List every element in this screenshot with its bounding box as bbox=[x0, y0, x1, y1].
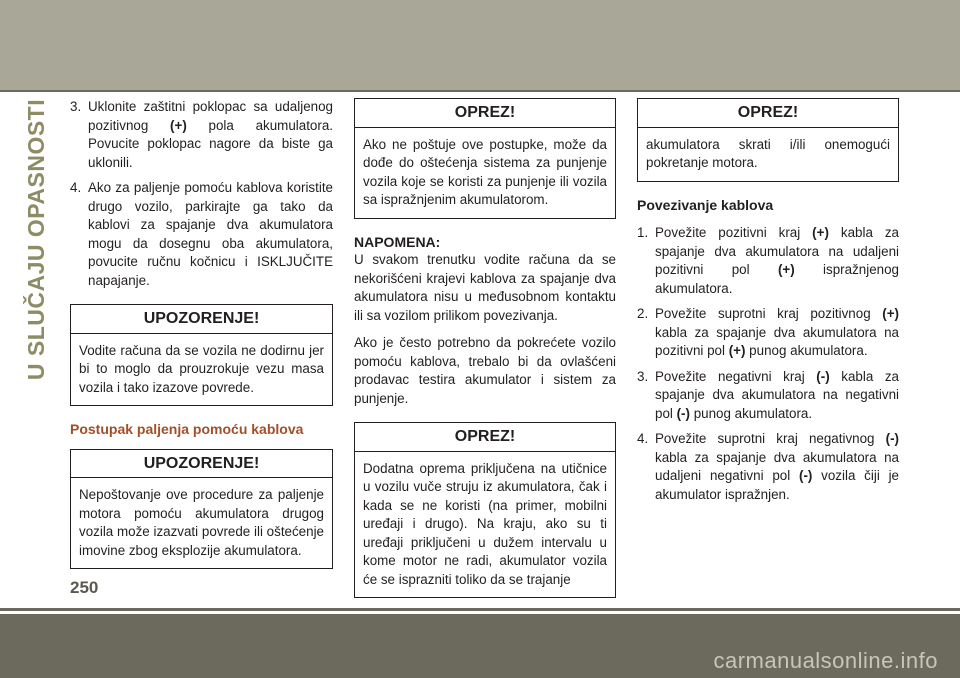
text-run: kabla za spajanje dva akumulatora na udaljeni negativni pol bbox=[655, 449, 899, 483]
header-band bbox=[0, 0, 960, 90]
text-run: ispražnjenog akumulatora. bbox=[655, 262, 899, 296]
polarity-sign: (-) bbox=[798, 468, 813, 483]
item-text bbox=[655, 430, 899, 504]
item-number: 3. bbox=[70, 99, 82, 114]
warning-title: UPOZORENJE! bbox=[71, 450, 332, 479]
polarity-sign: (+) bbox=[728, 343, 746, 358]
list-item bbox=[70, 98, 333, 172]
watermark: carmanualsonline.info bbox=[713, 648, 938, 673]
caution-text: akumulatora skrati i/ili onemogući pokretanje motora. bbox=[646, 136, 890, 170]
paragraph: Ako je često potrebno da pokrećete vozilo pomoću kablova, trebalo bi da ovlašćeni prodavac testira akumulator i sistem za punjenje. bbox=[354, 335, 616, 406]
list-item bbox=[637, 305, 899, 361]
text-run: pola akumulatora. Povucite poklopac nagore da biste ga uklonili. bbox=[88, 117, 333, 170]
section-heading: Postupak paljenja pomoću kablova bbox=[70, 421, 304, 437]
item-text: Ako za paljenje pomoću kablova koristite drugo vozilo, parkirajte ga tako da kablovi za spajanje dva akumulatora mogu da dosegnu oba akumulatora, povucite ručnu kočnicu i ISKLJUČITE napajanje. bbox=[88, 180, 333, 288]
list-item bbox=[637, 368, 899, 424]
item-number: 1. bbox=[637, 225, 649, 240]
text-run: Povežite suprotni kraj negativnog bbox=[655, 431, 886, 446]
warning-title: UPOZORENJE! bbox=[71, 305, 332, 334]
item-number: 4. bbox=[637, 431, 649, 446]
polarity-sign: (+) bbox=[812, 225, 829, 240]
section-heading: Povezivanje kablova bbox=[637, 196, 774, 213]
polarity-sign: (-) bbox=[816, 368, 830, 384]
warning-box bbox=[70, 304, 333, 406]
warning-text: Nepoštovanje ove procedure za paljenje motora pomoću akumulatora drugog vozila može izazvati povrede ili oštećenje imovine zbog eksplozije akumulatora. bbox=[79, 487, 324, 558]
list-item bbox=[70, 179, 333, 290]
page-number: 250 bbox=[70, 578, 99, 597]
text-run: kabla za spajanje dva akumulatora na udaljeni pozitivni pol bbox=[655, 225, 899, 277]
item-number: 2. bbox=[637, 306, 649, 321]
caution-text: Ako ne poštuje ove postupke, može da dođe do oštećenja sistema za punjenje vozila koje se koristi za punjenje ili vozila sa ispražnjenim akumulatorom. bbox=[363, 136, 607, 207]
list-item bbox=[637, 224, 899, 298]
item-number: 4. bbox=[70, 180, 82, 195]
text-run: punog akumulatora. bbox=[745, 343, 868, 358]
polarity-sign: (+) bbox=[170, 117, 187, 133]
section-title: U SLUČAJU OPASNOSTI bbox=[23, 98, 50, 380]
item-number: 3. bbox=[637, 368, 649, 384]
caution-box bbox=[354, 422, 616, 598]
text-run: Uklonite zaštitni poklopac sa udaljenog pozitivnog bbox=[88, 99, 333, 133]
text-run: Povežite suprotni kraj pozitivnog bbox=[655, 306, 883, 321]
caution-text: Dodatna oprema priključena na utičnice u vozilu vuče struju iz akumulatora, čak i kada se ne koristi (na primer, mobilni uređaji i drugo). Na kraju, ako su ti uređaji priključeni u dužem intervalu u kome motor ne radi, akumulator vozila će se isprazniti toliko da se trajanje bbox=[363, 460, 607, 587]
caution-box bbox=[637, 98, 899, 182]
text-run: kabla za spajanje dva akumulatora na pozitivni pol bbox=[655, 324, 899, 358]
text-run: Povežite negativni kraj bbox=[655, 368, 817, 384]
polarity-sign: (-) bbox=[885, 431, 899, 446]
caution-title: OPREZ! bbox=[355, 99, 615, 128]
list-item bbox=[637, 430, 899, 504]
column-2 bbox=[354, 98, 616, 612]
item-text bbox=[88, 98, 333, 172]
caution-title: OPREZ! bbox=[355, 423, 615, 452]
item-text bbox=[655, 305, 899, 361]
text-run: Povežite pozitivni kraj bbox=[655, 225, 813, 240]
polarity-sign: (+) bbox=[882, 306, 899, 321]
caution-box bbox=[354, 98, 616, 219]
note-text: U svakom trenutku vodite računa da se nekorišćeni krajevi kablova za spajanje dva akumulatora nisu u međusobnom kontaktu ili sa vozilom prilikom povezivanja. bbox=[354, 252, 616, 323]
polarity-sign: (-) bbox=[676, 405, 690, 421]
column-3 bbox=[637, 98, 899, 511]
warning-box bbox=[70, 449, 333, 570]
item-text bbox=[655, 368, 899, 424]
text-run: vozila čiji je akumulator ispražnjen. bbox=[655, 468, 899, 502]
warning-text: Vodite računa da se vozila ne dodirnu jer bi to moglo da prouzrokuje vezu masa vozila i tako izazove povrede. bbox=[79, 342, 324, 395]
item-text bbox=[655, 224, 899, 298]
header-rule bbox=[0, 90, 960, 92]
note-label: NAPOMENA: bbox=[354, 233, 441, 250]
text-run: punog akumulatora. bbox=[689, 405, 813, 421]
column-1 bbox=[70, 98, 333, 583]
section-tab bbox=[22, 98, 52, 380]
text-run: kabla za spajanje dva akumulatora na negativni pol bbox=[655, 368, 899, 421]
footer-rule bbox=[0, 608, 960, 611]
caution-title: OPREZ! bbox=[638, 99, 898, 128]
polarity-sign: (+) bbox=[777, 262, 795, 277]
